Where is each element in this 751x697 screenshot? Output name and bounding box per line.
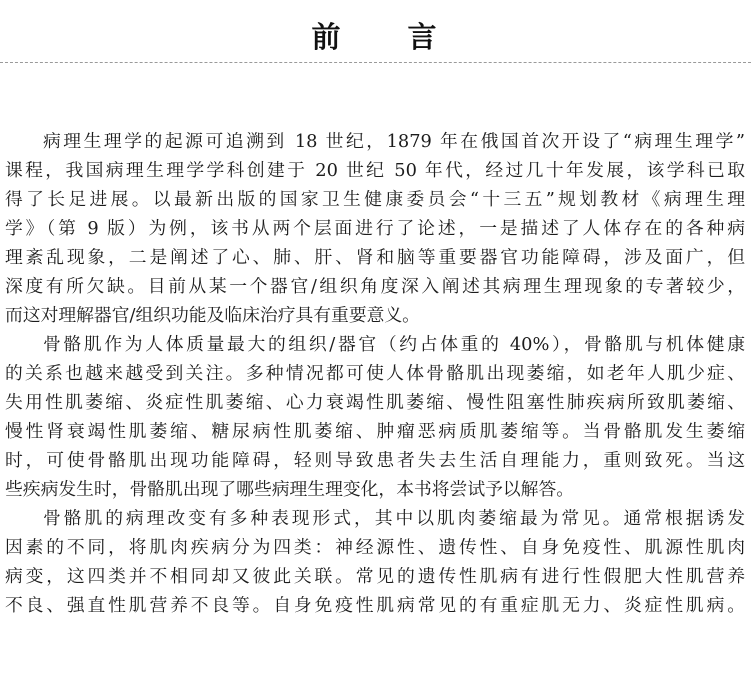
paragraph-line: 病变，这四类并不相同却又彼此关联。常见的遗传性肌病有进行性假肥大性肌营养 [5, 566, 745, 587]
page-title [0, 14, 751, 60]
paragraph-line: 理紊乱现象，二是阐述了心、肺、肝、肾和脑等重要器官功能障碍，涉及面广，但 [5, 247, 745, 268]
preface-body [5, 127, 745, 620]
paragraph-line: 课程，我国病理生理学学科创建于 20 世纪 50 年代，经过几十年发展，该学科已取 [5, 160, 745, 181]
paragraph-line: 病理生理学的起源可追溯到 18 世纪，1879 年在俄国首次开设了“病理生理学” [43, 131, 745, 152]
paragraph-2 [5, 330, 745, 504]
paragraph-line: 骨骼肌作为人体质量最大的组织/器官（约占体重的 40%），骨骼肌与机体健康 [43, 334, 745, 355]
paragraph-line: 的关系也越来越受到关注。多种情况都可使人体骨骼肌出现萎缩，如老年人肌少症、 [5, 363, 745, 384]
paragraph-3 [5, 504, 745, 620]
paragraph-line: 骨骼肌的病理改变有多种表现形式，其中以肌肉萎缩最为常见。通常根据诱发 [43, 508, 745, 529]
paragraph-line: 时，可使骨骼肌出现功能障碍，轻则导致患者失去生活自理能力，重则致死。当这 [5, 450, 745, 471]
paragraph-line: 学》（第 9 版）为例，该书从两个层面进行了论述，一是描述了人体存在的各种病 [5, 218, 745, 239]
paragraph-line: 失用性肌萎缩、炎症性肌萎缩、心力衰竭性肌萎缩、慢性阻塞性肺疾病所致肌萎缩、 [5, 392, 745, 413]
paragraph-line: 深度有所欠缺。目前从某一个器官/组织角度深入阐述其病理生理现象的专著较少， [5, 276, 745, 297]
paragraph-line: 些疾病发生时，骨骼肌出现了哪些病理生理变化，本书将尝试予以解答。 [5, 479, 575, 500]
paragraph-line: 而这对理解器官/组织功能及临床治疗具有重要意义。 [5, 305, 420, 326]
title-char-1: 前 [311, 20, 344, 54]
paragraph-1 [5, 127, 745, 330]
paragraph-line: 不良、强直性肌营养不良等。自身免疫性肌病常见的有重症肌无力、炎症性肌病。 [5, 595, 745, 616]
paragraph-line: 因素的不同，将肌肉疾病分为四类：神经源性、遗传性、自身免疫性、肌源性肌肉 [5, 537, 745, 558]
title-divider [0, 62, 751, 63]
paragraph-line: 慢性肾衰竭性肌萎缩、糖尿病性肌萎缩、肿瘤恶病质肌萎缩等。当骨骼肌发生萎缩 [5, 421, 745, 442]
paragraph-line: 得了长足进展。以最新出版的国家卫生健康委员会“十三五”规划教材《病理生理 [5, 189, 745, 210]
title-char-2: 言 [407, 20, 440, 54]
